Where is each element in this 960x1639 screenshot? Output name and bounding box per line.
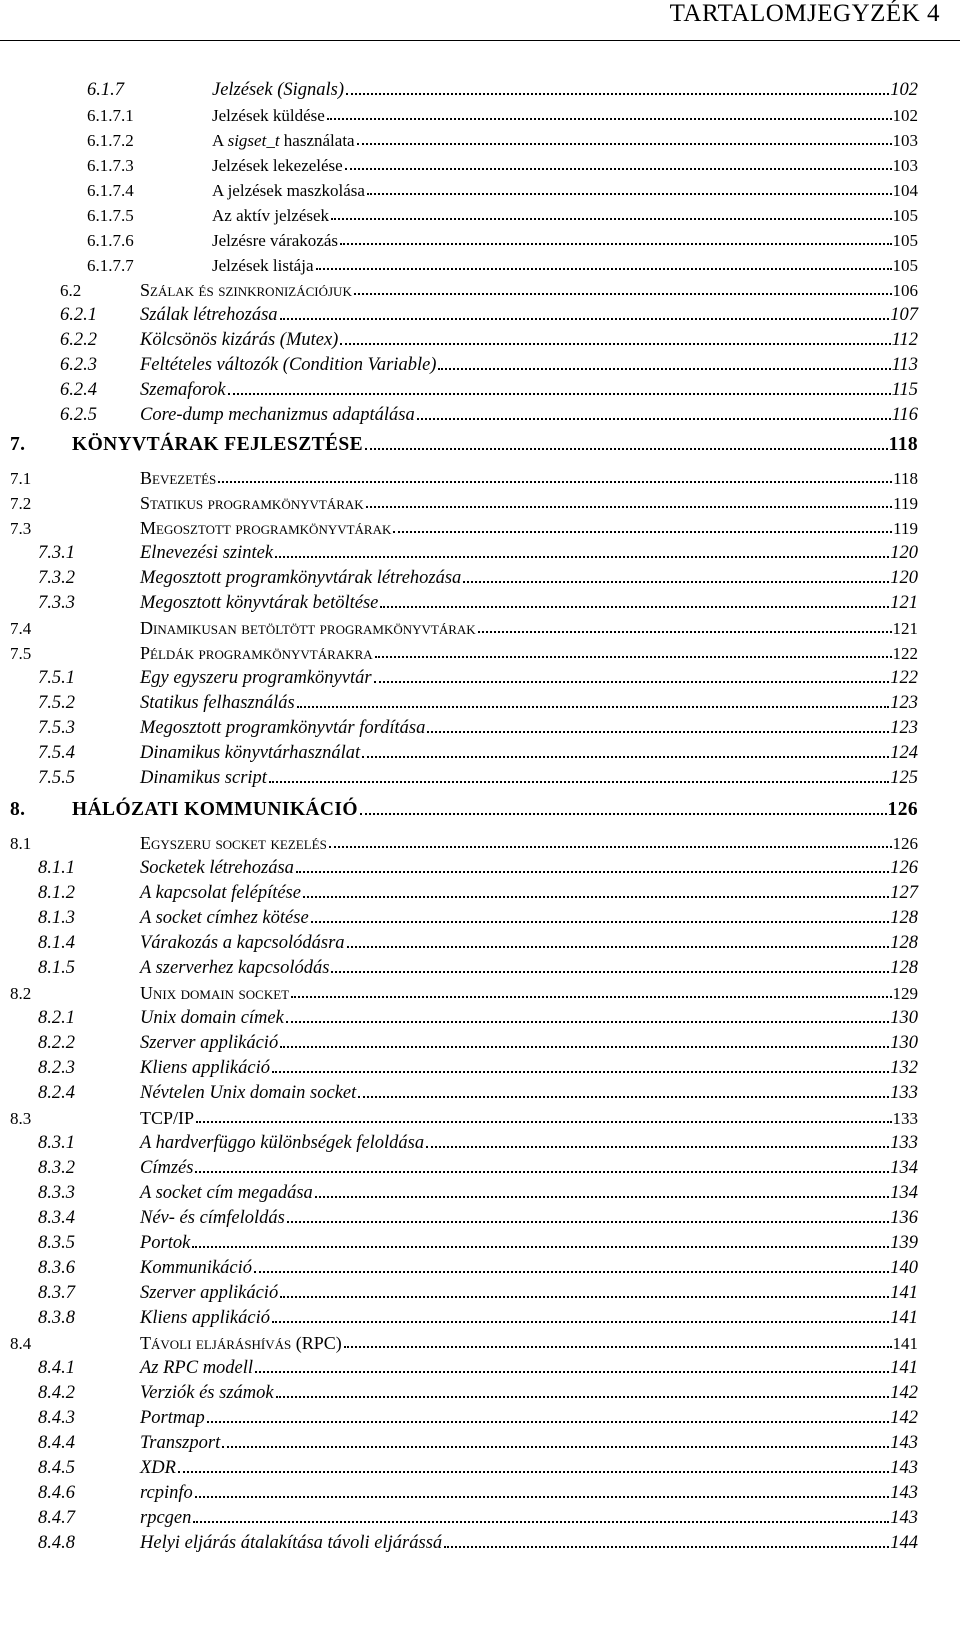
toc-entry[interactable]	[38, 1428, 918, 1454]
toc-entry-title: KÖNYVTÁRAK FEJLESZTÉSE	[72, 434, 364, 455]
toc-entry-title: Core-dump mechanizmus adaptálása	[140, 405, 415, 425]
toc-entry[interactable]	[38, 1278, 918, 1304]
toc-entry[interactable]	[60, 325, 918, 351]
toc-entry-page: 143	[890, 1433, 918, 1453]
toc-entry-page: 107	[890, 305, 918, 325]
toc-leader-dots	[272, 1311, 889, 1323]
toc-entry-page: 103	[892, 156, 918, 175]
toc-entry-page: 132	[890, 1058, 918, 1078]
toc-leader-dots	[438, 358, 890, 370]
toc-leader-dots	[358, 1086, 889, 1098]
toc-leader-dots	[315, 1186, 889, 1198]
toc-entry[interactable]	[38, 1478, 918, 1504]
toc-entry[interactable]	[10, 795, 918, 821]
toc-entry-page: 140	[890, 1258, 918, 1278]
toc-entry-title: Példák programkönyvtárakra	[140, 643, 373, 663]
toc-leader-dots	[276, 1386, 890, 1398]
toc-entry-number: 8.4.1	[38, 1358, 75, 1378]
toc-entry-number: 8.3.8	[38, 1308, 75, 1328]
toc-entry-number: 7.1	[10, 469, 32, 488]
toc-entry-title: Egyszeru socket kezelés	[140, 833, 327, 853]
toc-entry-title: Szálak és szinkronizációjuk	[140, 280, 352, 300]
toc-entry-number: 6.1.7.5	[87, 206, 134, 225]
toc-entry-number: 7.5	[10, 644, 32, 663]
toc-entry-number: 6.1.7.6	[87, 231, 134, 250]
toc-entry-title: Dinamikusan betöltött programkönyvtárak	[140, 618, 476, 638]
toc-entry-number: 8.1.3	[38, 908, 75, 928]
toc-entry-number: 7.2	[10, 494, 32, 513]
toc-entry-number: 8.4.3	[38, 1408, 75, 1428]
toc-leader-dots	[280, 1286, 889, 1298]
toc-entry[interactable]	[87, 125, 918, 151]
toc-entry-page: 118	[888, 434, 918, 455]
toc-leader-dots	[178, 1461, 889, 1473]
toc-entry[interactable]	[38, 1353, 918, 1379]
toc-entry[interactable]	[38, 588, 918, 614]
toc-entry-number: 8.3.5	[38, 1233, 75, 1253]
toc-entry[interactable]	[38, 1303, 918, 1329]
toc-entry[interactable]	[38, 928, 918, 954]
toc-entry-number: 8.3.3	[38, 1183, 75, 1203]
toc-leader-dots	[228, 383, 891, 395]
toc-entry-page: 126	[890, 858, 918, 878]
toc-entry-title: Megosztott programkönyvtár fordítása	[140, 718, 426, 738]
toc-entry-page: 127	[890, 883, 918, 903]
toc-entry-number: 7.3.1	[38, 543, 75, 563]
toc-entry[interactable]	[60, 275, 918, 301]
toc-entry-title: Címzés	[140, 1158, 194, 1178]
toc-entry[interactable]	[38, 713, 918, 739]
toc-leader-dots	[331, 961, 889, 973]
toc-entry-page: 122	[890, 668, 918, 688]
toc-entry-page: 143	[890, 1508, 918, 1528]
toc-entry-page: 142	[890, 1383, 918, 1403]
toc-leader-dots	[344, 1336, 892, 1348]
toc-entry-page: 105	[892, 231, 918, 250]
toc-entry-number: 8.4.2	[38, 1383, 75, 1403]
toc-entry-title: Megosztott könyvtárak betöltése	[140, 593, 379, 613]
toc-entry-page: 141	[890, 1358, 918, 1378]
toc-leader-dots	[427, 721, 889, 733]
toc-leader-dots	[331, 208, 891, 220]
toc-entry-number: 8.1.5	[38, 958, 75, 978]
toc-leader-dots	[269, 771, 889, 783]
toc-entry[interactable]	[87, 225, 918, 251]
toc-entry-number: 8.2.4	[38, 1083, 75, 1103]
toc-entry[interactable]	[10, 638, 918, 664]
toc-entry-title: Távoli eljáráshívás (RPC)	[140, 1333, 342, 1353]
toc-leader-dots	[478, 621, 892, 633]
toc-entry-page: 133	[890, 1083, 918, 1103]
toc-leader-dots	[280, 1036, 889, 1048]
toc-leader-dots	[367, 183, 892, 195]
toc-leader-dots	[417, 408, 891, 420]
toc-leader-dots	[393, 521, 892, 533]
toc-entry-number: 6.1.7.7	[87, 256, 134, 275]
toc-entry-page: 143	[890, 1483, 918, 1503]
toc-entry[interactable]	[10, 1103, 918, 1129]
toc-entry-page: 121	[890, 593, 918, 613]
toc-entry-number: 8.3.2	[38, 1158, 75, 1178]
toc-leader-dots	[297, 696, 890, 708]
toc-entry-page: 130	[890, 1008, 918, 1028]
toc-entry-title: A sigset_t használata	[212, 131, 355, 150]
toc-leader-dots	[340, 233, 891, 245]
toc-entry-number: 8.2.2	[38, 1033, 75, 1053]
toc-entry-number: 8.2.1	[38, 1008, 75, 1028]
toc-leader-dots	[463, 571, 889, 583]
toc-entry-title: HÁLÓZATI KOMMUNIKÁCIÓ	[72, 799, 358, 820]
toc-entry-page: 141	[890, 1308, 918, 1328]
toc-entry-page: 124	[890, 743, 918, 763]
toc-entry[interactable]	[10, 1328, 918, 1354]
toc-entry-title: Az aktív jelzések	[212, 206, 330, 225]
toc-entry-page: 106	[892, 281, 918, 300]
toc-entry-page: 128	[890, 958, 918, 978]
toc-entry-number: 7.5.3	[38, 718, 75, 738]
toc-entry-page: 104	[892, 181, 918, 200]
toc-entry-title: Jelzések listája	[212, 256, 314, 275]
toc-entry-page: 105	[892, 256, 918, 275]
toc-entry[interactable]	[10, 828, 918, 854]
toc-leader-dots	[195, 1161, 889, 1173]
toc-leader-dots	[311, 911, 890, 923]
toc-entry-number: 7.4	[10, 619, 32, 638]
toc-entry-number: 8.2.3	[38, 1058, 75, 1078]
toc-entry[interactable]	[60, 400, 918, 426]
toc-entry[interactable]	[38, 1128, 918, 1154]
toc-leader-dots	[357, 133, 892, 145]
toc-entry-number: 8.1.4	[38, 933, 75, 953]
toc-leader-dots	[196, 1111, 891, 1123]
toc-entry[interactable]	[38, 1228, 918, 1254]
toc-entry-title: Statikus programkönyvtárak	[140, 493, 364, 513]
toc-entry[interactable]	[87, 200, 918, 226]
toc-leader-dots	[207, 1411, 890, 1423]
toc-entry-page: 122	[892, 644, 918, 663]
toc-entry-number: 6.1.7.4	[87, 181, 134, 200]
toc-entry-title: Portok	[140, 1233, 191, 1253]
toc-entry-page: 133	[890, 1133, 918, 1153]
toc-entry-title: Megosztott programkönyvtárak létrehozása	[140, 568, 462, 588]
toc-entry-title: Feltételes változók (Condition Variable)	[140, 355, 437, 375]
toc-entry-number: 8.4.4	[38, 1433, 75, 1453]
toc-entry-title: Kommunikáció	[140, 1258, 253, 1278]
toc-entry-number: 7.3.2	[38, 568, 75, 588]
toc-entry[interactable]	[38, 1403, 918, 1429]
toc-entry-page: 120	[890, 568, 918, 588]
toc-entry[interactable]	[38, 1453, 918, 1479]
toc-leader-dots	[340, 333, 890, 345]
toc-leader-dots	[303, 886, 889, 898]
toc-entry[interactable]	[38, 1378, 918, 1404]
toc-entry[interactable]	[87, 75, 918, 101]
toc-leader-dots	[347, 936, 890, 948]
toc-entry-page: 141	[890, 1283, 918, 1303]
toc-leader-dots	[346, 83, 889, 95]
toc-entry[interactable]	[87, 175, 918, 201]
toc-entry-page: 119	[893, 494, 918, 513]
toc-leader-dots	[286, 1011, 889, 1023]
toc-entry[interactable]	[38, 1153, 918, 1179]
toc-entry-title: Kliens applikáció	[140, 1058, 270, 1078]
toc-entry-page: 119	[893, 519, 918, 538]
toc-entry-page: 125	[890, 768, 918, 788]
toc-entry-number: 8.4.7	[38, 1508, 75, 1528]
toc-entry-number: 8.1.2	[38, 883, 75, 903]
toc-entry-title: Socketek létrehozása	[140, 858, 294, 878]
toc-entry-number: 8.2	[10, 984, 32, 1003]
toc-entry-number: 8.3.7	[38, 1283, 75, 1303]
toc-entry-page: 113	[891, 355, 918, 375]
toc-entry-number: 8.3	[10, 1109, 32, 1128]
toc-leader-dots	[296, 861, 889, 873]
toc-entry-title: Kliens applikáció	[140, 1308, 270, 1328]
toc-leader-dots	[375, 646, 892, 658]
toc-entry[interactable]	[60, 350, 918, 376]
toc-entry-title: Szerver applikáció	[140, 1033, 279, 1053]
toc-entry-page: 102	[890, 80, 918, 100]
toc-entry-page: 128	[890, 908, 918, 928]
toc-entry-number: 6.2.3	[60, 355, 97, 375]
toc-entry-number: 7.5.2	[38, 693, 75, 713]
toc-entry-page: 139	[890, 1233, 918, 1253]
toc-entry-title: TCP/IP	[140, 1108, 195, 1128]
toc-leader-dots	[374, 671, 890, 683]
toc-entry[interactable]	[87, 150, 918, 176]
toc-entry[interactable]	[38, 1253, 918, 1279]
toc-entry-page: 118	[893, 469, 918, 488]
toc-entry-title: Unix domain címek	[140, 1008, 284, 1028]
toc-entry-title: Jelzések lekezelése	[212, 156, 343, 175]
toc-entry-number: 8.4	[10, 1334, 32, 1353]
toc-entry-title: A kapcsolat felépítése	[140, 883, 301, 903]
toc-entry[interactable]	[87, 100, 918, 126]
toc-entry-page: 105	[892, 206, 918, 225]
toc-entry-title: Kölcsönös kizárás (Mutex)	[140, 330, 339, 350]
toc-entry-title: A szerverhez kapcsolódás	[140, 958, 330, 978]
toc-leader-dots	[354, 283, 892, 295]
toc-leader-dots	[362, 746, 889, 758]
toc-entry[interactable]	[38, 853, 918, 879]
page-header-title: TARTALOMJEGYZÉK 4	[669, 0, 940, 27]
toc-entry-title: Elnevezési szintek	[140, 543, 274, 563]
toc-entry-number: 8.3.6	[38, 1258, 75, 1278]
toc-entry-number: 8.1.1	[38, 858, 75, 878]
toc-leader-dots	[255, 1361, 889, 1373]
toc-entry-page: 144	[890, 1533, 918, 1553]
page-header	[0, 0, 960, 41]
toc-entry-number: 6.1.7.3	[87, 156, 134, 175]
toc-entry-number: 6.1.7.2	[87, 131, 134, 150]
toc-entry-page: 134	[890, 1158, 918, 1178]
toc-entry-page: 134	[890, 1183, 918, 1203]
toc-entry-page: 143	[890, 1458, 918, 1478]
toc-entry-title: Transzport	[140, 1433, 221, 1453]
toc-entry-number: 6.2.5	[60, 405, 97, 425]
toc-entry-number: 6.2.4	[60, 380, 97, 400]
toc-entry-title: Verziók és számok	[140, 1383, 274, 1403]
toc-entry-number: 7.5.1	[38, 668, 75, 688]
toc-entry-page: 115	[891, 380, 918, 400]
toc-entry-page: 133	[892, 1109, 918, 1128]
toc-entry[interactable]	[10, 430, 918, 456]
toc-entry-page: 142	[890, 1408, 918, 1428]
toc-leader-dots	[275, 546, 889, 558]
toc-entry[interactable]	[38, 688, 918, 714]
toc-leader-dots	[360, 803, 887, 815]
toc-entry-title: Dinamikus könyvtárhasználat	[140, 743, 361, 763]
toc-entry-title: Unix domain socket	[140, 983, 290, 1003]
toc-leader-dots	[316, 258, 892, 270]
toc-entry[interactable]	[38, 878, 918, 904]
toc-entry-title: XDR	[140, 1458, 176, 1478]
toc-entry[interactable]	[10, 513, 918, 539]
toc-entry-number: 8.3.1	[38, 1133, 75, 1153]
toc-leader-dots	[366, 496, 892, 508]
toc-entry[interactable]	[38, 738, 918, 764]
toc-entry[interactable]	[38, 1503, 918, 1529]
toc-leader-dots	[291, 986, 891, 998]
toc-entry[interactable]	[38, 1003, 918, 1029]
toc-entry-title: Szálak létrehozása	[140, 305, 278, 325]
toc-leader-dots	[380, 596, 889, 608]
toc-entry-number: 7.5.5	[38, 768, 75, 788]
toc-entry-number: 6.2.2	[60, 330, 97, 350]
toc-entry-title: A socket cím megadása	[140, 1183, 313, 1203]
toc-entry-title: Szemaforok	[140, 380, 226, 400]
toc-leader-dots	[280, 308, 890, 320]
toc-leader-dots	[218, 471, 892, 483]
toc-entry-title: Bevezetés	[140, 468, 217, 488]
toc-leader-dots	[193, 1511, 889, 1523]
toc-entry[interactable]	[87, 250, 918, 276]
toc-leader-dots	[195, 1486, 889, 1498]
toc-entry-number: 7.3.3	[38, 593, 75, 613]
toc-leader-dots	[345, 158, 892, 170]
toc-entry-page: 123	[890, 718, 918, 738]
toc-entry-page: 116	[891, 405, 918, 425]
toc-entry-title: Névtelen Unix domain socket	[140, 1083, 357, 1103]
toc-leader-dots	[365, 438, 888, 450]
toc-leader-dots	[192, 1236, 889, 1248]
toc-entry-page: 126	[892, 834, 918, 853]
toc-entry[interactable]	[38, 1203, 918, 1229]
toc-entry-page: 126	[887, 799, 918, 820]
toc-entry-title: Dinamikus script	[140, 768, 267, 788]
toc-entry-title: A hardverfüggo különbségek feloldása	[140, 1133, 425, 1153]
toc-entry-title: Portmap	[140, 1408, 205, 1428]
toc-entry[interactable]	[60, 300, 918, 326]
toc-entry-page: 123	[890, 693, 918, 713]
toc-entry-number: 6.1.7.1	[87, 106, 134, 125]
toc-entry-page: 103	[892, 131, 918, 150]
toc-entry-page: 130	[890, 1033, 918, 1053]
toc-entry-title: Egy egyszeru programkönyvtár	[140, 668, 372, 688]
toc-entry-number: 8.3.4	[38, 1208, 75, 1228]
toc-entry-title: Megosztott programkönyvtárak	[140, 518, 392, 538]
toc-leader-dots	[272, 1061, 889, 1073]
toc-entry[interactable]	[38, 1028, 918, 1054]
toc-leader-dots	[426, 1136, 889, 1148]
toc-entry[interactable]	[38, 903, 918, 929]
toc-entry[interactable]	[38, 663, 918, 689]
toc-entry-number: 8.4.5	[38, 1458, 75, 1478]
toc-entry-title: Statikus felhasználás	[140, 693, 295, 713]
toc-entry-title: Jelzések küldése	[212, 106, 325, 125]
toc-leader-dots	[444, 1536, 889, 1548]
toc-entry[interactable]	[10, 613, 918, 639]
toc-entry-number: 7.	[10, 434, 26, 455]
toc-entry-title: Név- és címfeloldás	[140, 1208, 285, 1228]
toc-leader-dots	[222, 1436, 889, 1448]
toc-entry[interactable]	[38, 1178, 918, 1204]
toc-entry-number: 6.2.1	[60, 305, 97, 325]
toc-entry-title: Várakozás a kapcsolódásra	[140, 933, 345, 953]
toc-entry-number: 7.3	[10, 519, 32, 538]
toc-entry-page: 136	[890, 1208, 918, 1228]
toc-entry[interactable]	[38, 953, 918, 979]
toc-entry-number: 6.1.7	[87, 80, 124, 100]
toc-entry-title: rcpinfo	[140, 1483, 193, 1503]
toc-entry-number: 6.2	[60, 281, 82, 300]
toc-entry[interactable]	[38, 1528, 918, 1554]
toc-entry-number: 8.4.8	[38, 1533, 75, 1553]
toc-entry-title: Szerver applikáció	[140, 1283, 279, 1303]
toc-entry-page: 112	[891, 330, 918, 350]
toc-entry[interactable]	[10, 978, 918, 1004]
toc-entry[interactable]	[10, 463, 918, 489]
toc-entry-title: A socket címhez kötése	[140, 908, 309, 928]
toc-entry-number: 8.	[10, 799, 26, 820]
toc-entry-number: 7.5.4	[38, 743, 75, 763]
toc-entry-title: Jelzésre várakozás	[212, 231, 339, 250]
toc-entry-title: A jelzések maszkolása	[212, 181, 365, 200]
toc-entry-page: 128	[890, 933, 918, 953]
toc-entry-page: 102	[892, 106, 918, 125]
toc-entry-page: 141	[892, 1334, 918, 1353]
toc-entry-number: 8.4.6	[38, 1483, 75, 1503]
toc-entry[interactable]	[10, 488, 918, 514]
toc-entry[interactable]	[38, 563, 918, 589]
toc-leader-dots	[254, 1261, 889, 1273]
toc-leader-dots	[327, 108, 892, 120]
toc-entry-page: 121	[892, 619, 918, 638]
toc-entry[interactable]	[38, 1053, 918, 1079]
toc-entry[interactable]	[60, 375, 918, 401]
toc-entry[interactable]	[38, 538, 918, 564]
toc-entry-title: Az RPC modell	[140, 1358, 254, 1378]
toc-entry[interactable]	[38, 1078, 918, 1104]
toc-leader-dots	[287, 1211, 889, 1223]
toc-entry-title: Helyi eljárás átalakítása távoli eljárássá	[140, 1533, 443, 1553]
toc-entry-page: 120	[890, 543, 918, 563]
toc-entry-page: 129	[892, 984, 918, 1003]
toc-entry-number: 8.1	[10, 834, 32, 853]
toc-leader-dots	[329, 836, 892, 848]
toc-entry-title: rpcgen	[140, 1508, 192, 1528]
toc-entry-title: Jelzések (Signals)	[212, 80, 345, 100]
toc-entry[interactable]	[38, 763, 918, 789]
